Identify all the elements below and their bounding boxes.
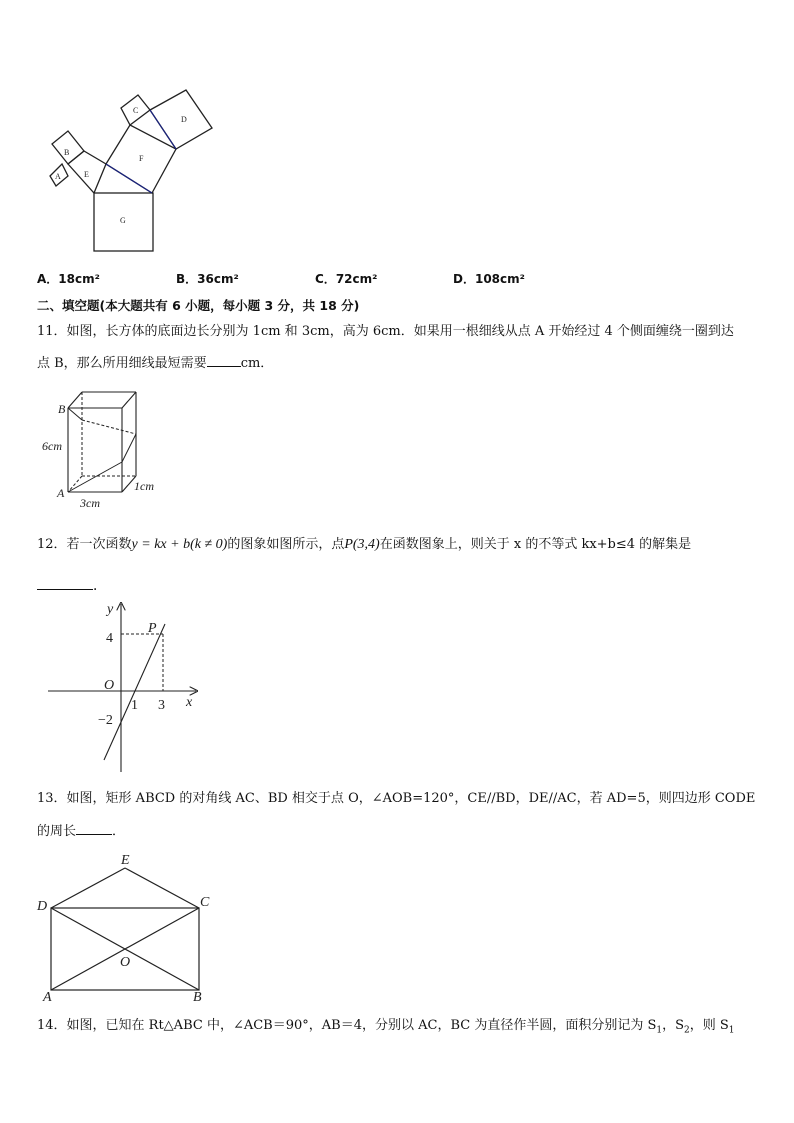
q13-answer-blank[interactable]	[76, 820, 112, 835]
option-value: 108cm²	[474, 272, 525, 286]
label-g: G	[120, 216, 126, 225]
q14-subscript: 1	[656, 1025, 663, 1036]
q14-text-comma: ，S	[662, 1018, 685, 1033]
q12-function-expression: y = kx + b(k ≠ 0)	[131, 537, 228, 552]
point-label-p: P	[148, 621, 157, 636]
option-key: D．	[453, 272, 475, 286]
q12-text-post: 在函数图象上，则关于 x 的不等式 kx+b≤4 的解集是	[379, 537, 692, 552]
label-a: A	[55, 172, 61, 181]
point-label-a: A	[57, 486, 65, 500]
label-b: B	[64, 148, 70, 157]
diagonal-line-ef	[106, 164, 152, 193]
depth-label: 1cm	[134, 479, 154, 493]
q13-text-line1: 13．如图，矩形 ABCD 的对角线 AC、BD 相交于点 O，∠AOB=120°，CE//BD，DE//AC，若 AD=5，则四边形 CODE	[37, 791, 756, 806]
width-label: 3cm	[80, 496, 100, 510]
option-value: 18cm²	[58, 272, 100, 286]
option-key: A．	[37, 272, 59, 286]
x-tick-3: 3	[158, 698, 165, 713]
label-f: F	[139, 154, 144, 163]
origin-label: O	[104, 678, 115, 693]
rectangle-figure	[35, 848, 220, 1008]
string-path-dashed	[82, 420, 136, 434]
option-value: 72cm²	[335, 272, 378, 286]
label-d: D	[181, 115, 187, 124]
height-label: 6cm	[42, 439, 62, 453]
q10-option-b[interactable]	[176, 270, 239, 287]
point-label-b: B	[193, 990, 202, 1005]
q14-subscript: 2	[684, 1025, 690, 1036]
point-label-a: A	[43, 990, 52, 1005]
q14-text-then: ，则 S	[689, 1018, 729, 1033]
q11-unit: cm．	[240, 356, 274, 371]
x-tick-1: 1	[131, 698, 138, 713]
q12-text-mid: 的图象如图所示，点	[227, 537, 345, 552]
q10-option-c[interactable]	[315, 270, 377, 287]
pythagoras-squares-figure	[40, 85, 230, 260]
x-axis-label: x	[186, 695, 193, 710]
q12-point: P(3,4)	[344, 537, 380, 552]
q12-text-line1	[37, 535, 691, 555]
q10-option-a[interactable]	[37, 270, 100, 287]
label-e: E	[84, 170, 89, 179]
q12-end: .	[93, 578, 98, 594]
string-path-b	[68, 408, 82, 420]
q11-answer-blank[interactable]	[207, 352, 241, 367]
q14-text-line1	[37, 1016, 735, 1041]
cuboid-figure	[40, 385, 170, 510]
y-axis-label: y	[107, 602, 114, 617]
option-key: B．	[176, 272, 198, 286]
q12-text-pre: 12．若一次函数	[37, 537, 132, 552]
point-label-c: C	[200, 895, 210, 910]
q13-text-before-blank: 的周长	[37, 824, 77, 839]
y-tick-4: 4	[106, 631, 113, 646]
segment-ce	[125, 868, 199, 908]
q12-answer-blank[interactable]	[37, 575, 93, 590]
q14-subscript: 1	[728, 1025, 735, 1036]
q13-end: ．	[112, 824, 126, 839]
option-value: 36cm²	[197, 272, 239, 286]
label-c: C	[133, 106, 139, 115]
q14-text-main: 14．如图，已知在 Rt△ABC 中，∠ACB＝90°，AB＝4，分别以 AC，BC 为直径作半圆，面积分别记为 S	[37, 1018, 657, 1033]
q13-text-line2	[37, 820, 125, 842]
q10-option-d[interactable]	[453, 270, 525, 287]
section-heading-fill-in: 二、填空题(本大题共有 6 小题，每小题 3 分，共 18 分)	[37, 298, 360, 313]
string-path-a	[68, 462, 122, 492]
y-tick-neg2: −2	[98, 713, 113, 728]
point-label-b: B	[58, 402, 66, 416]
q11-text-line2	[37, 352, 273, 374]
q11-text-line1: 11．如图，长方体的底面边长分别为 1cm 和 3cm，高为 6cm．如果用一根细线从点 A 开始经过 4 个侧面缠绕一圈到达	[37, 324, 734, 339]
option-key: C．	[315, 272, 336, 286]
string-path-c	[122, 434, 136, 462]
segment-de	[51, 868, 125, 908]
point-label-o: O	[120, 955, 131, 970]
q11-text-before-blank: 点 B，那么所用细线最短需要	[37, 356, 207, 371]
q12-text-line2	[37, 575, 97, 596]
point-label-d: D	[37, 899, 48, 914]
linear-function-graph	[40, 598, 210, 778]
point-label-e: E	[121, 853, 130, 868]
diagonal-line-cd	[150, 110, 176, 149]
